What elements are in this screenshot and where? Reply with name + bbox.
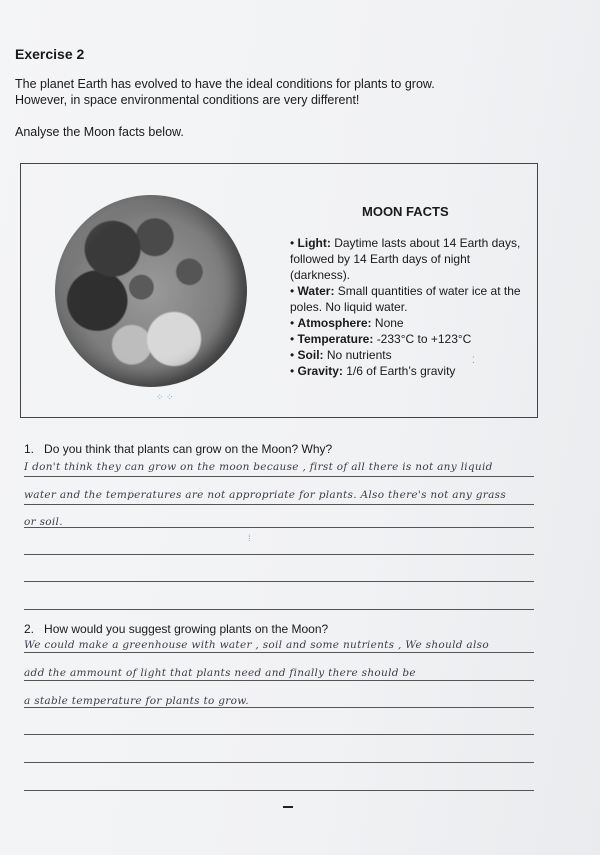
answer-rule: [24, 652, 534, 653]
instruction-text: Analyse the Moon facts below.: [15, 125, 184, 139]
fact-item-soil: • Soil: No nutrients: [290, 348, 392, 362]
answer-rule: [24, 790, 534, 791]
answer-rule: [24, 581, 534, 582]
fact-label: Water:: [297, 284, 335, 298]
answer-1-line-1[interactable]: I don't think they can grow on the moon because , first of all there is not any liquid: [24, 461, 493, 473]
exercise-title: Exercise 2: [15, 46, 85, 62]
fact-text: None: [374, 316, 404, 330]
fact-text: Small quantities of water ice at the poles. No liquid water.: [290, 284, 521, 314]
answer-rule: [24, 762, 534, 763]
fact-item-light: • Light: Daytime lasts about 14 Earth days, followed by 14 Earth days of night (darkness).: [290, 236, 521, 282]
question-number: 1.: [24, 442, 35, 456]
answer-rule: [24, 504, 534, 505]
answer-rule: [24, 734, 534, 735]
fact-text: 1/6 of Earth’s gravity: [346, 364, 456, 378]
question-2: [24, 622, 328, 636]
moon-facts-heading: MOON FACTS: [362, 204, 449, 219]
fact-label: Temperature:: [297, 332, 374, 346]
answer-1-line-3[interactable]: or soil.: [24, 516, 63, 528]
fact-label: Light:: [297, 236, 331, 250]
intro-line-1: The planet Earth has evolved to have the ideal conditions for plants to grow.: [15, 77, 435, 91]
answer-2-line-1[interactable]: We could make a greenhouse with water , soil and some nutrients , We should also: [24, 639, 489, 651]
question-text: Do you think that plants can grow on the Moon? Why?: [44, 442, 333, 456]
fact-item-temperature: • Temperature: -233°C to +123°C: [290, 332, 472, 346]
answer-rule: [24, 707, 534, 708]
fact-text: No nutrients: [326, 348, 392, 362]
ink-mark: ⁞: [248, 533, 251, 543]
moon-image: [55, 195, 247, 387]
fact-text: Daytime lasts about 14 Earth days, followed by 14 Earth days of night (darkness).: [290, 236, 521, 282]
fact-label: Atmosphere:: [297, 316, 372, 330]
fact-text: -233°C to +123°C: [376, 332, 472, 346]
answer-rule: [24, 554, 534, 555]
answer-rule: [24, 680, 534, 681]
fact-label: Gravity:: [297, 364, 343, 378]
fact-item-atmosphere: • Atmosphere: None: [290, 316, 404, 330]
fact-label: Soil:: [297, 348, 324, 362]
answer-rule: [24, 476, 534, 477]
intro-line-2: However, in space environmental conditions are very different!: [15, 93, 360, 107]
question-text: How would you suggest growing plants on the Moon?: [44, 622, 329, 636]
ink-mark: ⁚: [472, 355, 475, 365]
answer-1-line-2[interactable]: water and the temperatures are not appropriate for plants. Also there's not any grass: [24, 489, 507, 501]
page-mark: [283, 806, 293, 808]
question-number: 2.: [24, 622, 35, 636]
answer-2-line-3[interactable]: a stable temperature for plants to grow.: [24, 695, 249, 707]
moon-facts-list: [290, 235, 530, 379]
fact-item-water: • Water: Small quantities of water ice at the poles. No liquid water.: [290, 284, 521, 314]
answer-rule: [24, 527, 534, 528]
fact-item-gravity: • Gravity: 1/6 of Earth’s gravity: [290, 364, 456, 378]
question-1: [24, 442, 332, 456]
answer-2-line-2[interactable]: add the ammount of light that plants need and finally there should be: [24, 667, 416, 679]
ink-mark: ⁘ ⁘: [156, 392, 174, 402]
answer-rule: [24, 609, 534, 610]
